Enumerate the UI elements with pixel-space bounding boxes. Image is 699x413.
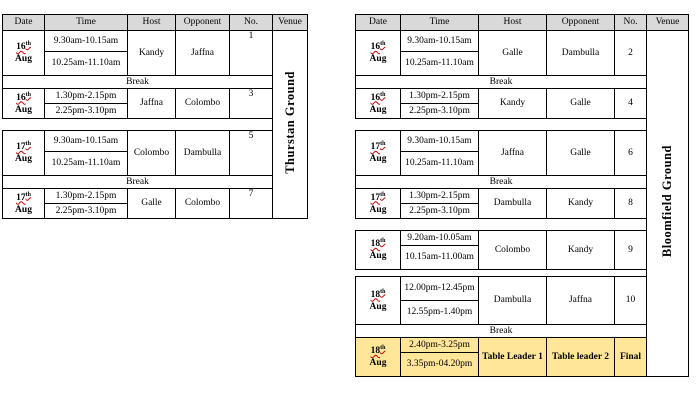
match-number: 4 [615, 89, 647, 119]
date-day: 17 [16, 142, 26, 152]
break-label: Break [356, 76, 647, 89]
header-date: Date [356, 15, 401, 31]
date-day: 17 [370, 142, 381, 152]
match-row [356, 31, 689, 52]
time-slot-2: 2.25pm-3.10pm [45, 204, 128, 219]
match-row [3, 89, 308, 104]
date-cell [3, 31, 45, 76]
date-day: 16 [16, 42, 26, 52]
header-opponent: Opponent [176, 15, 230, 31]
header-no: No. [615, 15, 647, 31]
break-row [356, 76, 689, 89]
opponent-cell: Kandy [547, 231, 615, 270]
host-cell: Kandy [479, 89, 547, 119]
time-slot-2: 2.25pm-3.10pm [401, 204, 479, 219]
header-row [356, 15, 689, 31]
break-label: Break [3, 176, 273, 189]
time-slot-2: 10.25am-11.10am [45, 152, 128, 176]
date-suffix: th [380, 140, 386, 147]
match-number-empty [230, 52, 273, 76]
date-day: 17 [370, 192, 381, 203]
host-cell: Galle [479, 31, 547, 76]
time-slot-2: 2.25pm-3.10pm [45, 104, 128, 119]
opponent-cell: Galle [547, 89, 615, 119]
spacer [356, 119, 647, 131]
match-number: 10 [615, 277, 647, 325]
opponent-cell: Table leader 2 [547, 338, 615, 377]
date-day: 18 [370, 239, 381, 249]
date-suffix: th [380, 237, 386, 244]
time-slot-2: 3.35pm-04.20pm [401, 353, 479, 377]
match-number-empty [230, 204, 273, 219]
date-month: Aug [369, 251, 387, 261]
bloomfield-schedule-table [355, 14, 689, 377]
date-month: Aug [369, 301, 387, 312]
time-slot-1: 9.30am-10.15am [401, 131, 479, 152]
header-host: Host [128, 15, 176, 31]
venue-cell [647, 31, 689, 377]
match-number: 5 [230, 131, 273, 152]
match-row [356, 231, 689, 246]
date-cell [356, 277, 401, 325]
date-cell [356, 31, 401, 76]
date-month: Aug [15, 204, 32, 215]
date-month: Aug [369, 358, 387, 368]
time-slot-1: 1.30pm-2.15pm [401, 189, 479, 204]
thurstan-schedule-table [2, 14, 308, 219]
date-suffix: th [380, 344, 386, 351]
host-cell: Kandy [128, 31, 176, 76]
date-month: Aug [15, 154, 32, 164]
date-cell [356, 189, 401, 219]
time-slot-1: 2.40pm-3.25pm [401, 338, 479, 353]
date-cell [356, 89, 401, 119]
header-date: Date [3, 15, 45, 31]
host-cell: Galle [128, 189, 176, 219]
break-label: Break [3, 76, 273, 89]
time-slot-2: 12.55pm-1.40pm [401, 301, 479, 325]
match-number: Final [615, 338, 647, 377]
time-slot-1: 9.30am-10.15am [45, 31, 128, 52]
date-day: 17 [16, 192, 26, 203]
time-slot-2: 10.25am-11.10am [45, 52, 128, 76]
host-cell: Dambulla [479, 277, 547, 325]
spacer [356, 270, 647, 277]
match-number: 7 [230, 189, 273, 204]
date-month: Aug [369, 204, 387, 215]
break-row [3, 176, 308, 189]
spacer-row [356, 270, 689, 277]
time-slot-1: 1.30pm-2.15pm [401, 89, 479, 104]
spacer [356, 219, 647, 231]
date-cell [3, 89, 45, 119]
break-label: Break [356, 325, 647, 338]
time-slot-2: 10.25am-11.10am [401, 152, 479, 176]
venue-label: Bloomfield Ground [660, 145, 674, 258]
match-row [3, 131, 308, 152]
date-cell [3, 131, 45, 176]
opponent-cell: Galle [547, 131, 615, 176]
date-day: 18 [370, 346, 381, 356]
time-slot-1: 9.30am-10.15am [401, 31, 479, 52]
match-number: 9 [615, 231, 647, 270]
break-row [3, 76, 308, 89]
time-slot-1: 9.30am-10.15am [45, 131, 128, 152]
host-cell: Dambulla [479, 189, 547, 219]
date-cell [356, 231, 401, 270]
match-number-empty [230, 152, 273, 176]
header-row [3, 15, 308, 31]
time-slot-1: 1.30pm-2.15pm [45, 89, 128, 104]
header-opponent: Opponent [547, 15, 615, 31]
host-cell: Jaffna [479, 131, 547, 176]
host-cell: Colombo [479, 231, 547, 270]
break-label: Break [356, 176, 647, 189]
host-cell: Jaffna [128, 89, 176, 119]
break-row [356, 325, 689, 338]
opponent-cell: Jaffna [547, 277, 615, 325]
date-month: Aug [15, 104, 32, 115]
host-cell: Table Leader 1 [479, 338, 547, 377]
header-time: Time [45, 15, 128, 31]
time-slot-2: 2.25pm-3.10pm [401, 104, 479, 119]
date-month: Aug [15, 54, 32, 64]
date-cell [356, 338, 401, 377]
spacer-row [356, 119, 689, 131]
match-row [356, 277, 689, 301]
header-no: No. [230, 15, 273, 31]
time-slot-1: 1.30pm-2.15pm [45, 189, 128, 204]
time-slot-2: 10.25am-11.10am [401, 52, 479, 76]
date-month: Aug [369, 104, 387, 115]
opponent-cell: Colombo [176, 89, 230, 119]
match-row [3, 31, 308, 52]
header-venue: Venue [273, 15, 308, 31]
match-number: 2 [615, 31, 647, 76]
header-host: Host [479, 15, 547, 31]
date-month: Aug [369, 154, 387, 164]
host-cell: Colombo [128, 131, 176, 176]
venue-label: Thurstan Ground [282, 71, 297, 174]
opponent-cell: Colombo [176, 189, 230, 219]
match-row [3, 189, 308, 204]
time-slot-2: 10.15am-11.00am [401, 246, 479, 270]
opponent-cell: Dambulla [176, 131, 230, 176]
match-number-empty [230, 104, 273, 119]
spacer-row [3, 119, 308, 131]
match-row [356, 89, 689, 104]
spacer-row [356, 219, 689, 231]
date-suffix: th [25, 191, 31, 198]
date-suffix: th [380, 288, 386, 295]
match-number: 1 [230, 31, 273, 52]
match-number: 8 [615, 189, 647, 219]
date-suffix: th [25, 91, 31, 98]
date-suffix: th [25, 140, 31, 147]
date-day: 16 [370, 92, 381, 103]
date-month: Aug [369, 54, 387, 64]
header-time: Time [401, 15, 479, 31]
venue-cell [273, 31, 308, 219]
date-day: 16 [370, 42, 381, 52]
date-suffix: th [380, 91, 386, 98]
time-slot-1: 9.20am-10.05am [401, 231, 479, 246]
date-day: 18 [370, 289, 381, 300]
time-slot-1: 12.00pm-12.45pm [401, 277, 479, 301]
date-day: 16 [16, 92, 26, 103]
date-suffix: th [25, 40, 31, 47]
opponent-cell: Jaffna [176, 31, 230, 76]
final-row [356, 338, 689, 353]
opponent-cell: Kandy [547, 189, 615, 219]
date-suffix: th [380, 191, 386, 198]
header-venue: Venue [647, 15, 689, 31]
match-number: 6 [615, 131, 647, 176]
opponent-cell: Dambulla [547, 31, 615, 76]
date-cell [3, 189, 45, 219]
match-row [356, 131, 689, 152]
date-cell [356, 131, 401, 176]
date-suffix: th [380, 40, 386, 47]
spacer [3, 119, 273, 131]
break-row [356, 176, 689, 189]
match-row [356, 189, 689, 204]
match-number: 3 [230, 89, 273, 104]
